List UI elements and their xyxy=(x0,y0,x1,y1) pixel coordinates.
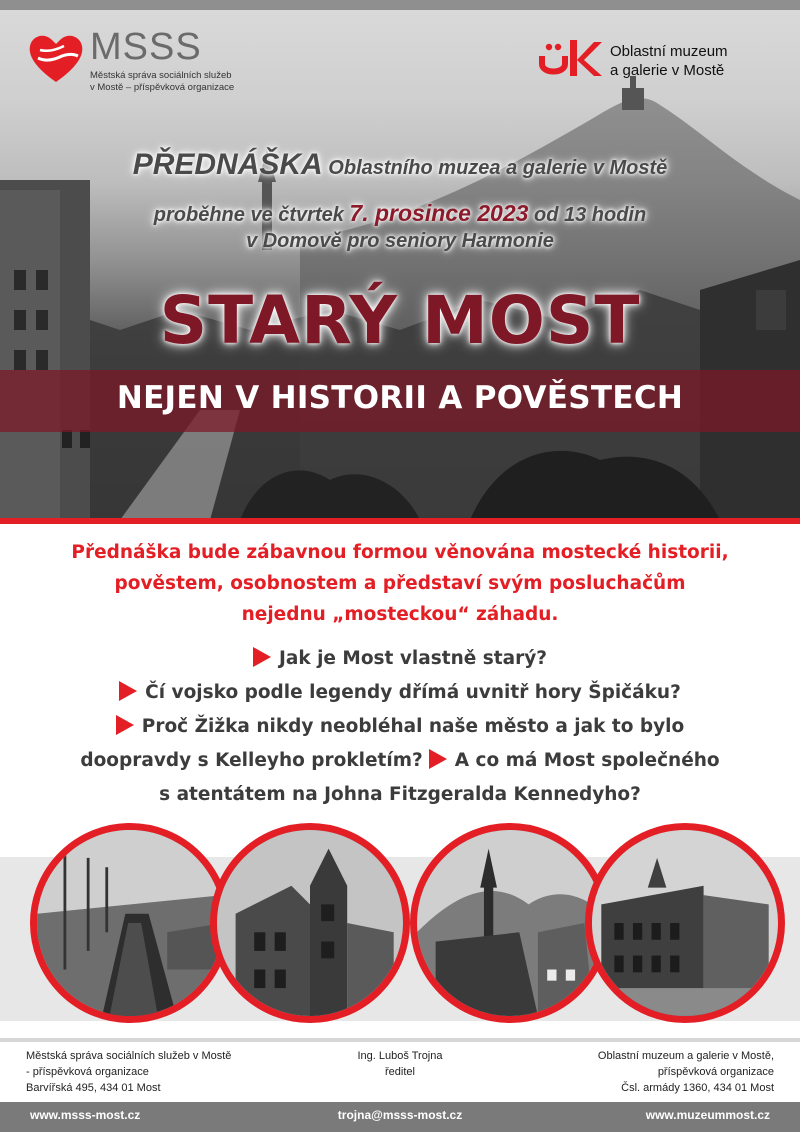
photo-building xyxy=(585,823,785,1023)
intro-line3: nejednu „mosteckou“ záhadu. xyxy=(241,604,559,625)
question-3 xyxy=(20,710,780,744)
triangle-bullet-icon xyxy=(119,681,137,701)
intro-line1: Přednáška bude zábavnou formou věnována mostecké historii, xyxy=(71,542,729,563)
msss-logo xyxy=(26,24,236,96)
lecture-word: PŘEDNÁŠKA xyxy=(132,148,323,181)
museum-name xyxy=(610,42,728,80)
main-title: STARÝ MOST xyxy=(159,282,641,359)
footer-left-line3: Barvířská 495, 434 01 Most xyxy=(26,1082,161,1094)
photo-river-channel xyxy=(30,823,230,1023)
questions-list xyxy=(20,642,780,812)
question-4-cont xyxy=(20,778,780,812)
msss-logo-text: MSSS xyxy=(90,26,202,68)
hero-red-divider xyxy=(0,518,800,524)
heart-hands-icon xyxy=(26,28,86,88)
question-2 xyxy=(20,676,780,710)
question-4-text-cont: s atentátem na Johna Fitzgeralda Kennedyho? xyxy=(159,784,641,805)
footer-right-line3: Čsl. armády 1360, 434 01 Most xyxy=(621,1082,774,1094)
lecture-date: 7. prosince 2023 xyxy=(349,200,529,226)
footer-right-line2: příspěvková organizace xyxy=(657,1066,774,1078)
link-email[interactable]: trojna@msss-most.cz xyxy=(337,1108,463,1122)
msss-sub-line1: Městská správa sociálních služeb xyxy=(90,70,232,81)
msss-logo-subtitle xyxy=(90,70,234,94)
footer-msss-address xyxy=(26,1048,231,1096)
triangle-bullet-icon xyxy=(116,715,134,735)
historic-photo-church xyxy=(417,830,603,1016)
museum-name-line2: a galerie v Mostě xyxy=(610,62,725,79)
top-strip xyxy=(0,0,800,10)
question-2-text: Čí vojsko podle legendy dřímá uvnitř hory Špičáku? xyxy=(145,682,681,703)
question-1 xyxy=(20,642,780,676)
intro-line2: pověstem, osobnostem a představí svým posluchačům xyxy=(114,573,686,594)
footer-left-line1: Městská správa sociálních služeb v Mostě xyxy=(26,1050,232,1062)
question-3-text-cont: doopravdy s Kelleyho prokletím? xyxy=(80,750,423,771)
photo-villa xyxy=(210,823,410,1023)
lecture-heading xyxy=(0,148,800,182)
question-4-text: A co má Most společného xyxy=(454,750,720,771)
museum-name-line1: Oblastní muzeum xyxy=(610,43,728,60)
link-museum-website[interactable]: www.muzeummost.cz xyxy=(645,1108,770,1122)
msss-sub-line2: v Mostě – příspěvková organizace xyxy=(90,82,235,93)
historic-photo-villa xyxy=(217,830,403,1016)
question-1-text: Jak je Most vlastně starý? xyxy=(278,648,547,669)
question-3-text: Proč Žižka nikdy neobléhal naše město a jak to bylo xyxy=(141,716,685,737)
main-subtitle: NEJEN V HISTORII A POVĚSTECH xyxy=(116,380,684,416)
museum-logo xyxy=(538,38,778,88)
footer-divider xyxy=(0,1038,800,1042)
footer-mid-line2: ředitel xyxy=(385,1066,415,1078)
footer-right-line1: Oblastní muzeum a galerie v Mostě, xyxy=(597,1050,774,1062)
photo-church xyxy=(410,823,610,1023)
historic-photo-river xyxy=(37,830,223,1016)
lecture-date-line xyxy=(0,200,800,227)
triangle-bullet-icon xyxy=(253,647,271,667)
footer-mid-line1: Ing. Luboš Trojna xyxy=(357,1050,443,1062)
when-prefix: proběhne ve čtvrtek xyxy=(153,204,344,226)
historic-photo-building xyxy=(592,830,778,1016)
footer-left-line2: - příspěvková organizace xyxy=(26,1066,149,1078)
footer-director xyxy=(340,1048,460,1080)
triangle-bullet-icon xyxy=(429,749,447,769)
intro-text xyxy=(20,537,780,630)
question-3-cont xyxy=(20,744,780,778)
link-msss-website[interactable]: www.msss-most.cz xyxy=(30,1108,141,1122)
uk-logo-icon xyxy=(538,38,608,82)
lecture-by: Oblastního muzea a galerie v Mostě xyxy=(328,157,668,179)
when-suffix: od 13 hodin xyxy=(533,204,647,226)
lecture-venue: v Domově pro seniory Harmonie xyxy=(246,230,554,252)
footer-museum-address xyxy=(598,1048,774,1096)
